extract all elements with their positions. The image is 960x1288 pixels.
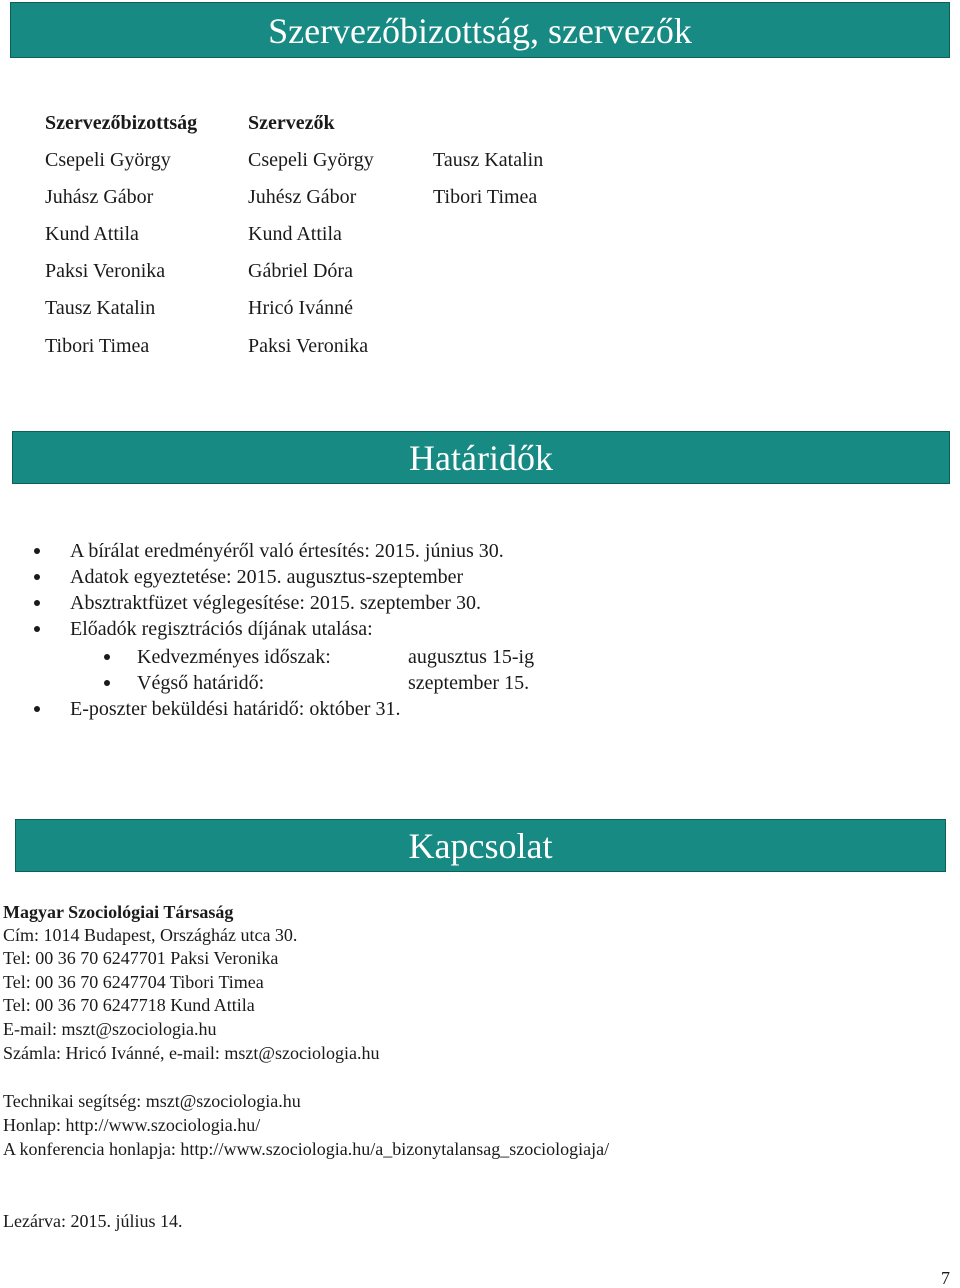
organizer-member: Juhész Gábor	[248, 186, 357, 208]
deadline-subitem-value: augusztus 15-ig	[408, 646, 535, 668]
organizers-banner	[10, 2, 950, 58]
committee-header: Szervezőbizottság	[45, 112, 198, 134]
committee-member: Kund Attila	[45, 223, 139, 245]
deadline-item: A bírálat eredményéről való értesítés: 2015. június 30.	[70, 540, 504, 562]
contact-email: E-mail: mszt@szociologia.hu	[3, 1019, 217, 1039]
deadline-subitem-label: Kedvezményes időszak:	[137, 646, 331, 668]
contact-phone: Tel: 00 36 70 6247704 Tibori Timea	[3, 972, 264, 992]
deadline-subitem-value: szeptember 15.	[408, 672, 530, 694]
contact-phone: Tel: 00 36 70 6247718 Kund Attila	[3, 995, 255, 1015]
contact-address: Cím: 1014 Budapest, Országház utca 30.	[3, 925, 298, 945]
organizer-member: Paksi Veronika	[248, 335, 369, 357]
committee-member: Csepeli György	[45, 149, 171, 171]
contact-banner-title: Kapcsolat	[408, 826, 553, 866]
deadline-item: Előadók regisztrációs díjának utalása:	[70, 618, 373, 640]
closing-date: Lezárva: 2015. július 14.	[3, 1211, 183, 1231]
organizer-member: Tibori Timea	[433, 186, 538, 208]
contact-invoice: Számla: Hricó Ivánné, e-mail: mszt@szociologia.hu	[3, 1043, 380, 1063]
deadline-item: E-poszter beküldési határidő: október 31.	[70, 698, 401, 720]
deadlines-banner	[12, 431, 950, 484]
committee-member: Paksi Veronika	[45, 260, 166, 282]
organizer-member: Gábriel Dóra	[248, 260, 353, 282]
bullet-icon	[34, 626, 40, 632]
organizers-header: Szervezők	[248, 112, 335, 134]
contact-conference-page: A konferencia honlapja: http://www.szociologia.hu/a_bizonytalansag_szociologiaja/	[3, 1139, 610, 1159]
committee-member: Tausz Katalin	[45, 297, 156, 319]
organizers-banner-title: Szervezőbizottság, szervezők	[268, 11, 692, 51]
deadline-item: Adatok egyeztetése: 2015. augusztus-szeptember	[70, 566, 464, 588]
deadline-item: Absztraktfüzet véglegesítése: 2015. szeptember 30.	[70, 592, 481, 614]
deadline-subitem-label: Végső határidő:	[137, 672, 265, 694]
bullet-icon	[104, 654, 110, 660]
contact-organization: Magyar Szociológiai Társaság	[3, 902, 234, 922]
bullet-icon	[34, 600, 40, 606]
committee-member: Juhász Gábor	[45, 186, 154, 208]
contact-tech-support: Technikai segítség: mszt@szociologia.hu	[3, 1091, 301, 1111]
organizer-member: Kund Attila	[248, 223, 342, 245]
bullet-icon	[104, 680, 110, 686]
organizer-member: Csepeli György	[248, 149, 374, 171]
organizer-member: Hricó Ivánné	[248, 297, 353, 319]
page-number: 7	[941, 1268, 950, 1288]
bullet-icon	[34, 548, 40, 554]
contact-phone: Tel: 00 36 70 6247701 Paksi Veronika	[3, 948, 279, 968]
contact-banner	[15, 819, 946, 872]
organizer-member: Tausz Katalin	[433, 149, 544, 171]
bullet-icon	[34, 706, 40, 712]
deadlines-banner-title: Határidők	[409, 438, 553, 478]
bullet-icon	[34, 574, 40, 580]
committee-member: Tibori Timea	[45, 335, 150, 357]
contact-homepage: Honlap: http://www.szociologia.hu/	[3, 1115, 261, 1135]
